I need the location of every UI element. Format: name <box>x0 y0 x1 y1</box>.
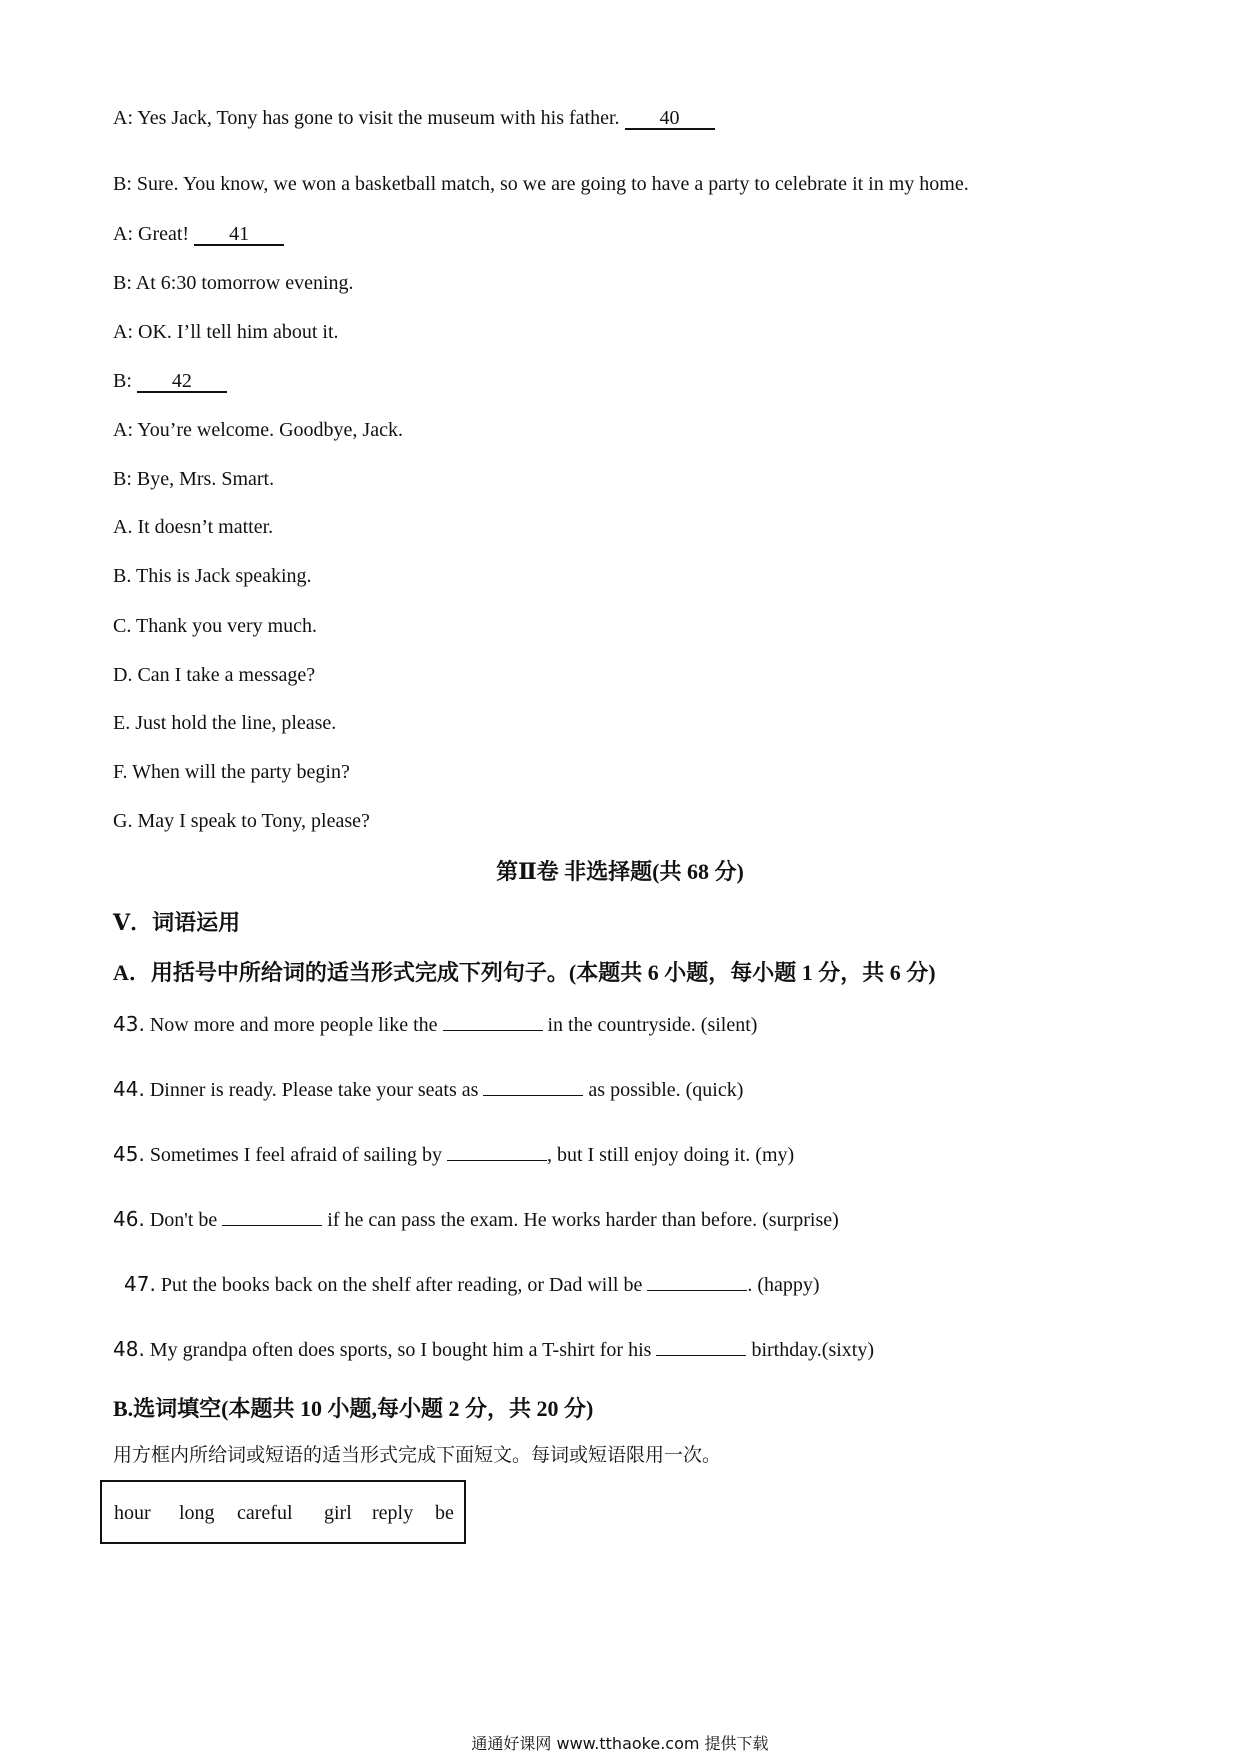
answer-blank[interactable] <box>483 1077 583 1096</box>
dialogue-text: A: Great! <box>113 223 195 245</box>
question-text: My grandpa often does sports, so I bought him a T-shirt for his <box>144 1339 657 1361</box>
sectionB-title: B.选词填空(本题共 10 小题,每小题 2 分，共 20 分) <box>113 1396 594 1421</box>
answer-blank[interactable] <box>656 1337 746 1356</box>
dialogue-line: B: At 6:30 tomorrow evening. <box>113 272 354 294</box>
question-text: Sometimes I feel afraid of sailing by <box>144 1144 447 1166</box>
dialogue-line: B: Sure. You know, we won a basketball match, so we are going to have a party to celebrate it in my home. <box>113 173 969 195</box>
question-number: 46. <box>113 1207 145 1231</box>
dialogue-line <box>113 106 715 130</box>
answer-blank-40: 40 <box>625 108 715 130</box>
question-text: Don't be <box>144 1209 223 1231</box>
question-text: if he can pass the exam. He works harder than before. (surprise) <box>322 1209 839 1231</box>
option-item: A. It doesn’t matter. <box>113 516 274 538</box>
question-text: Put the books back on the shelf after reading, or Dad will be <box>155 1274 648 1296</box>
word-item: be <box>435 1502 454 1524</box>
word-box <box>100 1480 466 1544</box>
dialogue-line: B: Bye, Mrs. Smart. <box>113 468 275 490</box>
question-text: as possible. (quick) <box>583 1079 744 1101</box>
dialogue-line <box>113 222 284 246</box>
dialogue-line <box>113 369 227 393</box>
sectionA-title: A．用括号中所给词的适当形式完成下列句子。(本题共 6 小题，每小题 1 分，共 6 分) <box>113 960 936 985</box>
word-item: reply <box>372 1502 414 1524</box>
dialogue-line: A: You’re welcome. Goodbye, Jack. <box>113 419 403 441</box>
question-text: Dinner is ready. Please take your seats as <box>144 1079 484 1101</box>
answer-blank[interactable] <box>447 1142 547 1161</box>
answer-blank[interactable] <box>647 1272 747 1291</box>
sectionB-instruction: 用方框内所给词或短语的适当形式完成下面短文。每词或短语限用一次。 <box>113 1444 722 1466</box>
question-text: birthday.(sixty) <box>746 1339 875 1361</box>
option-item: D. Can I take a message? <box>113 664 316 686</box>
option-item: C. Thank you very much. <box>113 615 318 637</box>
question-item <box>124 1272 820 1297</box>
question-item <box>113 1012 757 1037</box>
dialogue-text: A: Yes Jack, Tony has gone to visit the museum with his father. <box>113 107 625 129</box>
dialogue-line: A: OK. I’ll tell him about it. <box>113 321 339 343</box>
answer-blank-41: 41 <box>194 224 284 246</box>
word-item: careful <box>237 1502 293 1524</box>
question-text: , but I still enjoy doing it. (my) <box>546 1144 795 1166</box>
question-number: 47. <box>124 1272 156 1296</box>
option-item: F. When will the party begin? <box>113 761 350 783</box>
dialogue-text: B: <box>113 370 137 392</box>
question-item <box>113 1142 794 1167</box>
word-item: girl <box>324 1502 352 1524</box>
word-item: long <box>179 1502 215 1524</box>
part2-title: 第Ⅱ卷 非选择题(共 68 分) <box>496 859 744 884</box>
option-item: E. Just hold the line, please. <box>113 712 337 734</box>
page-footer: 通通好课网 www.tthaoke.com 提供下载 <box>471 1734 769 1753</box>
option-item: B. This is Jack speaking. <box>113 565 312 587</box>
answer-blank[interactable] <box>222 1207 322 1226</box>
question-item <box>113 1207 839 1232</box>
question-number: 45. <box>113 1142 145 1166</box>
question-item <box>113 1337 874 1362</box>
word-item: hour <box>114 1502 151 1524</box>
question-text: in the countryside. (silent) <box>542 1014 758 1036</box>
question-text: Now more and more people like the <box>144 1014 443 1036</box>
question-item <box>113 1077 743 1102</box>
question-number: 48. <box>113 1337 145 1361</box>
answer-blank-42: 42 <box>137 371 227 393</box>
answer-blank[interactable] <box>443 1012 543 1031</box>
section5-title: Ⅴ．词语运用 <box>113 910 241 935</box>
option-item: G. May I speak to Tony, please? <box>113 810 370 832</box>
question-text: . (happy) <box>747 1274 820 1296</box>
question-number: 44. <box>113 1077 145 1101</box>
question-number: 43. <box>113 1012 145 1036</box>
